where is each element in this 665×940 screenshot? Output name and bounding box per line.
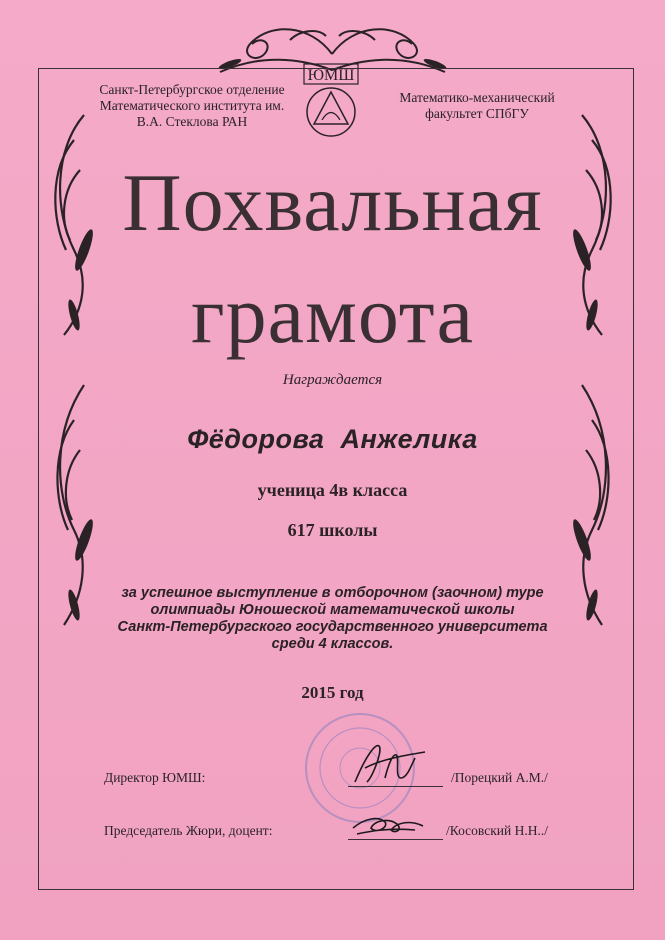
org-left-line-2: Математического института им. (99, 98, 285, 113)
title-line-1: Похвальная (122, 157, 543, 248)
recipient-name: Фёдорова Анжелика (187, 424, 478, 454)
title-line-2: грамота (190, 269, 475, 360)
reason-line-4: среди 4 классов. (271, 636, 394, 652)
recipient-school: 617 школы (287, 520, 378, 540)
award-year: 2015 год (301, 683, 364, 702)
director-signature-icon (345, 738, 435, 788)
jury-name: /Косовский Н.Н../ (446, 823, 548, 838)
org-right-line-2: факультет СПбГУ (425, 106, 529, 121)
reason-line-3: Санкт-Петербургского государственного университета (117, 619, 548, 635)
award-reason (80, 585, 585, 653)
director-label: Директор ЮМШ: (104, 770, 206, 785)
jury-label: Председатель Жюри, доцент: (104, 823, 273, 838)
header-org-right (392, 90, 562, 122)
jury-signature-icon (345, 808, 435, 840)
yumsh-logo (300, 62, 362, 140)
logo-text: ЮМШ (307, 67, 355, 84)
recipient-class: ученица 4в класса (257, 480, 408, 500)
org-right-line-1: Математико-механический (399, 90, 555, 105)
org-left-line-1: Санкт-Петербургское отделение (99, 82, 285, 97)
jury-signature-line (348, 839, 443, 840)
header-org-left (72, 82, 312, 130)
org-left-line-3: В.А. Стеклова РАН (136, 114, 248, 129)
reason-line-2: олимпиады Юношеской математической школы (150, 602, 515, 618)
director-name: /Порецкий А.М./ (451, 770, 548, 785)
reason-line-1: за успешное выступление в отборочном (заочном) туре (121, 585, 544, 601)
awarded-label: Награждается (282, 372, 383, 388)
director-signature-line (348, 786, 443, 787)
